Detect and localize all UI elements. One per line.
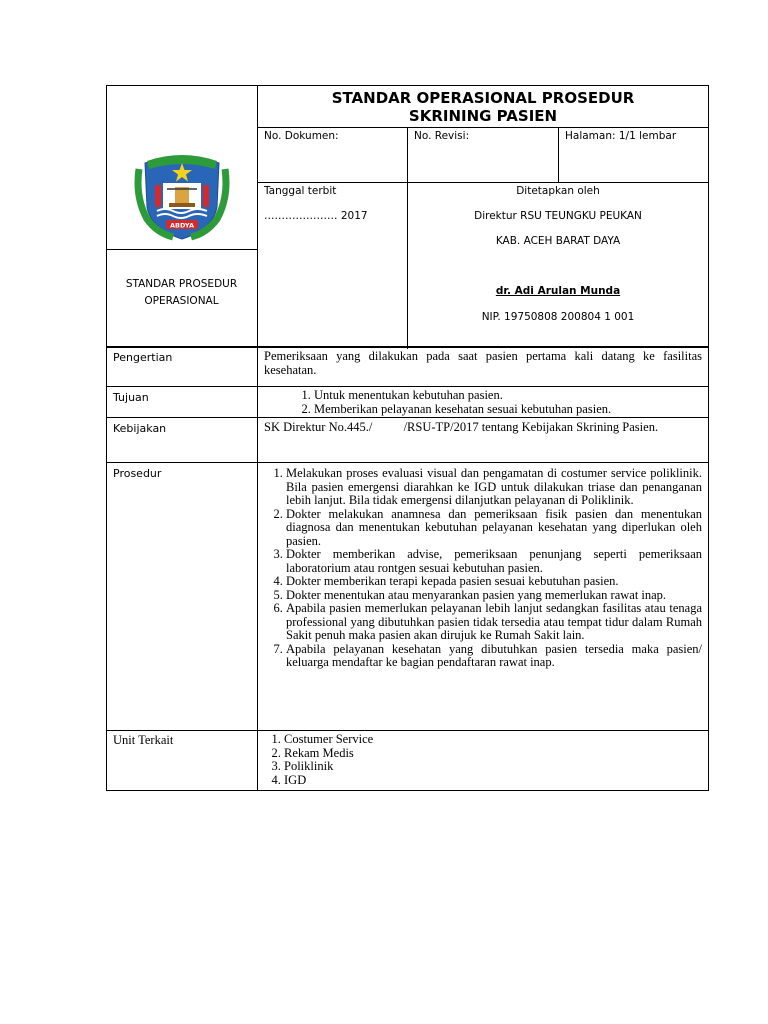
direktur-line-2: KAB. ACEH BARAT DAYA [495,235,621,247]
ditetapkan-cell [408,183,709,348]
no-revisi-label: No. Revisi: [414,130,470,142]
list-item: 3. Poliklinik [284,760,702,774]
unit-terkait-label: Unit Terkait [107,731,258,791]
list-item: 2. Memberikan pelayanan kesehatan sesuai kebutuhan pasien. [314,403,702,417]
pengertian-text: Pemeriksaan yang dilakukan pada saat pasien pertama kali datang ke fasilitas kesehatan. [258,347,709,387]
kebijakan-text: SK Direktur No.445./ /RSU-TP/2017 tentang Kebijakan Skrining Pasien. [258,418,709,463]
list-item: 2. Rekam Medis [284,747,702,761]
document-title [258,86,709,128]
list-item: 4. IGD [284,774,702,788]
side-label-line-1: STANDAR PROSEDUR [125,278,238,290]
unit-terkait-list-cell [258,731,709,791]
kebijakan-label: Kebijakan [107,418,258,463]
prosedur-list [264,467,702,670]
list-item: 4. Dokter memberikan terapi kepada pasien sesuai kebutuhan pasien. [286,575,702,589]
list-item: 1. Costumer Service [284,733,702,747]
signatory-name: dr. Adi Arulan Munda [495,285,621,297]
list-item: 1. Melakukan proses evaluasi visual dan pengamatan di costumer service poliklinik. Bila pasien emergensi diarahkan ke IGD untuk dilakukan triase dan penanganan lebih lanjut. Bila tidak emergensi dilanjutkan pelayanan di Poliklinik. [286,467,702,508]
direktur-line-1: Direktur RSU TEUNGKU PEUKAN [474,210,642,222]
list-item: 3. Dokter memberikan advise, pemeriksaan penunjang seperti pemeriksaan laboratorium atau rontgen sesuai kebutuhan pasien. [286,548,702,575]
tujuan-label: Tujuan [107,387,258,418]
pengertian-label: Pengertian [107,347,258,387]
tanggal-cell [258,183,408,348]
no-dokumen-cell [258,128,408,183]
unit-terkait-row [107,731,709,791]
tujuan-list-cell [258,387,709,418]
pengertian-row [107,347,709,387]
tujuan-row [107,387,709,418]
tanggal-value: ………………… 2017 [264,210,368,222]
unit-terkait-list [264,733,702,787]
halaman-label: Halaman: 1/1 lembar [565,130,677,142]
sop-content-table [106,346,709,791]
side-label-box [106,249,257,346]
prosedur-row [107,463,709,731]
list-item: 2. Dokter melakukan anamnesa dan pemeriksaan fisik pasien dan menentukan diagnosa dan menentukan kebutuhan pelayanan kesehatan yang diperlukan oleh pasien. [286,508,702,549]
list-item: 5. Dokter menentukan atau menyarankan pasien yang memerlukan rawat inap. [286,589,702,603]
regency-emblem-icon [133,149,231,241]
list-item: 7. Apabila pelayanan kesehatan yang dibutuhkan pasien tersedia maka pasien/ keluarga mendaftar ke bagian pendaftaran rawat inap. [286,643,702,670]
list-item: 6. Apabila pasien memerlukan pelayanan lebih lanjut sedangkan fasilitas atau tenaga professional yang dibutuhkan pasien tidak tersedia atau tempat tidur dalam Rumah Sakit penuh maka pasien akan dirujuk ke Rumah Sakit lain. [286,602,702,643]
no-dokumen-label: No. Dokumen: [264,130,339,142]
kebijakan-row [107,418,709,463]
logo-banner-text: ABDYA [169,221,195,230]
no-revisi-cell [408,128,559,183]
signatory-nip: NIP. 19750808 200804 1 001 [481,311,635,323]
halaman-cell [559,128,709,183]
tujuan-list [264,389,702,416]
title-line-2: SKRINING PASIEN [408,107,558,125]
list-item: 1. Untuk menentukan kebutuhan pasien. [314,389,702,403]
prosedur-list-cell [258,463,709,731]
ditetapkan-label: Ditetapkan oleh [516,185,600,197]
side-label-line-2: OPERASIONAL [144,295,219,307]
tanggal-label: Tanggal terbit [264,185,337,197]
prosedur-label: Prosedur [107,463,258,731]
title-line-1: STANDAR OPERASIONAL PROSEDUR [331,89,635,107]
